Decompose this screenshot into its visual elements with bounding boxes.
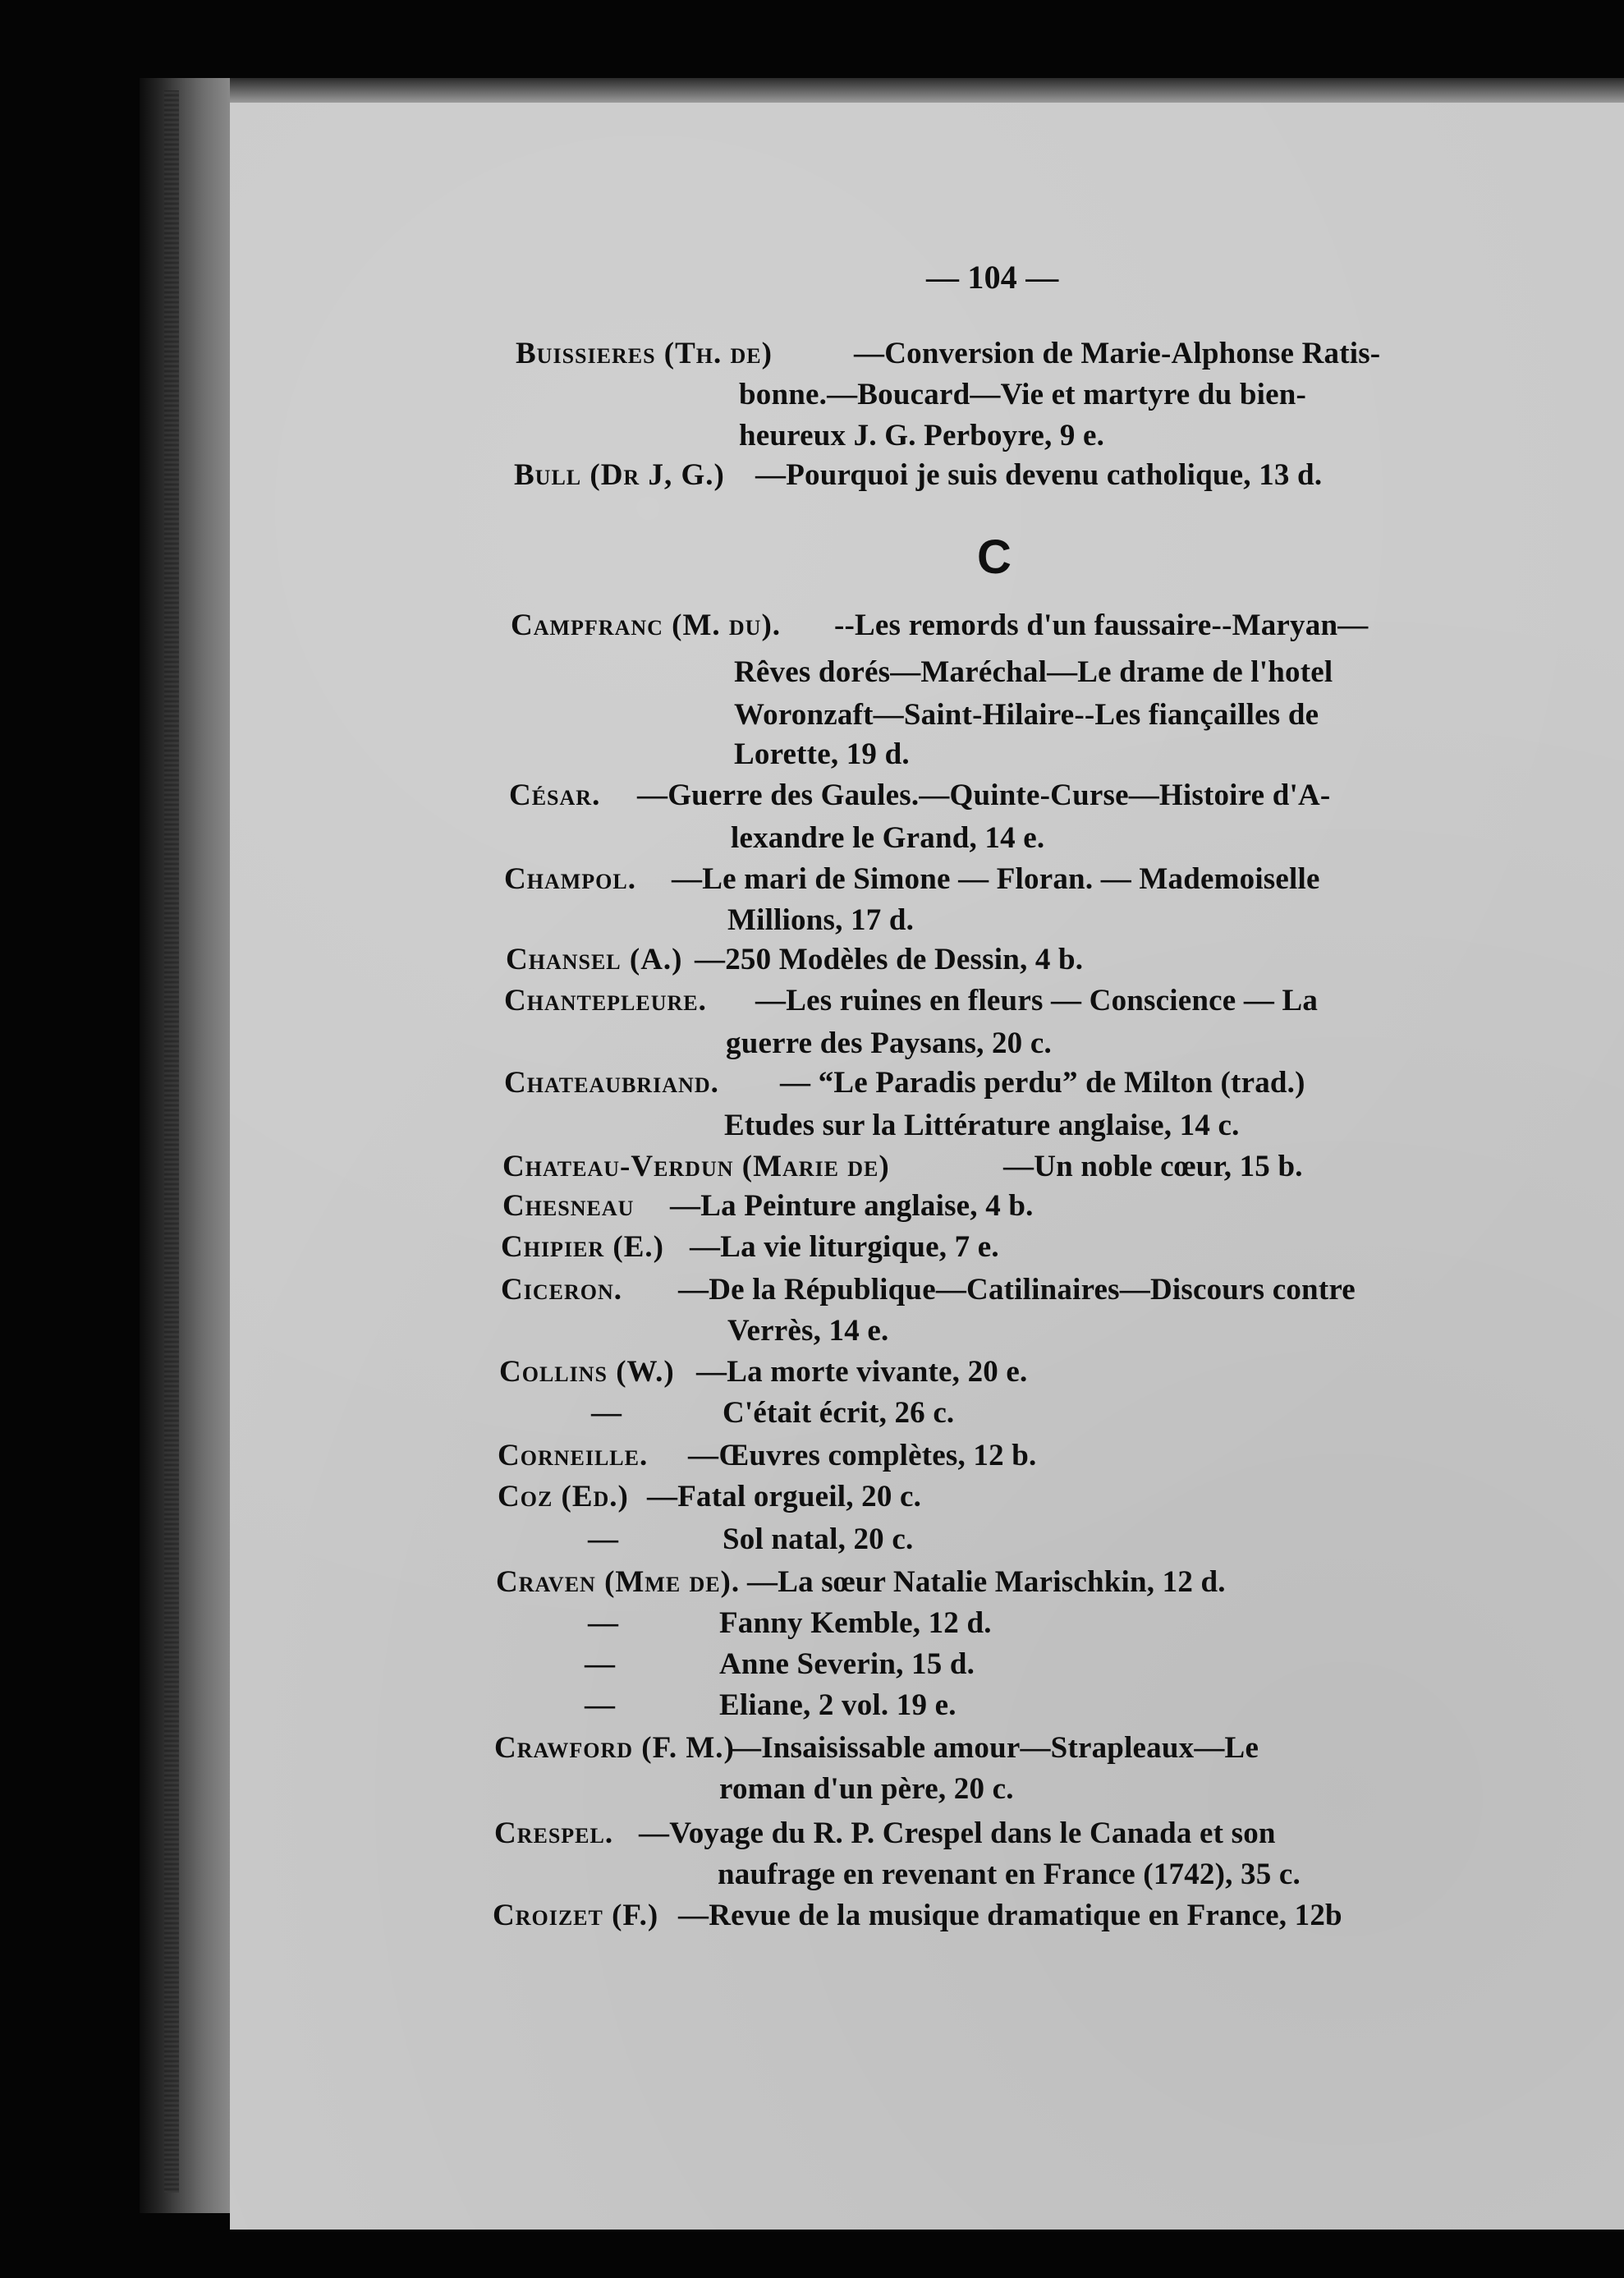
entry-line: Sol natal, 20 c.: [723, 1522, 914, 1556]
entry-line: Lorette, 19 d.: [734, 737, 910, 771]
entry-line: —Revue de la musique dramatique en France, 12b: [678, 1899, 1342, 1932]
page-stack-edge: [164, 90, 179, 2193]
ditto-dash: —: [585, 1647, 616, 1681]
entry-line: —La Peinture anglaise, 4 b.: [670, 1189, 1034, 1223]
entry-line: Verrès, 14 e.: [727, 1314, 889, 1348]
page-number: — 104 —: [926, 259, 1059, 296]
entry-line: —Le mari de Simone — Floran. — Mademoiselle: [672, 862, 1320, 896]
entry-line: --Les remords d'un faussaire--Maryan—: [834, 609, 1369, 642]
entry-author: Croizet (F.): [493, 1899, 659, 1932]
entry-author: Chipier (E.): [501, 1230, 665, 1264]
ditto-dash: —: [591, 1396, 622, 1430]
entry-author: Bull (Dr J, G.): [514, 458, 725, 492]
entry-line: —Pourquoi je suis devenu catholique, 13 d.: [755, 458, 1323, 492]
entry-line: — “Le Paradis perdu” de Milton (trad.): [780, 1066, 1305, 1100]
entry-line: —Guerre des Gaules.—Quinte-Curse—Histoire d'A-: [637, 778, 1331, 812]
entry-author: Crespel.: [494, 1816, 614, 1850]
entry-line: heureux J. G. Perboyre, 9 e.: [739, 419, 1105, 452]
entry-line: C'était écrit, 26 c.: [723, 1396, 955, 1430]
section-letter: C: [977, 530, 1012, 584]
entry-line: Etudes sur la Littérature anglaise, 14 c.: [724, 1109, 1240, 1142]
ditto-dash: —: [588, 1606, 619, 1640]
entry-line: Millions, 17 d.: [727, 903, 915, 937]
entry-line: Rêves dorés—Maréchal—Le drame de l'hotel: [734, 655, 1333, 689]
entry-line: —Fatal orgueil, 20 c.: [647, 1480, 922, 1513]
ditto-dash: —: [588, 1522, 619, 1556]
entry-author: Chantepleure.: [504, 984, 707, 1017]
entry-author: Chateau-Verdun (Marie de): [502, 1150, 890, 1183]
entry-line: —La sœur Natalie Marischkin, 12 d.: [747, 1565, 1226, 1599]
entry-line: guerre des Paysans, 20 c.: [726, 1026, 1052, 1060]
entry-line: naufrage en revenant en France (1742), 35 c.: [718, 1858, 1301, 1891]
entry-author: Craven (Mme de).: [496, 1565, 741, 1599]
entry-author: Coz (Ed.): [498, 1480, 629, 1513]
entry-author: César.: [509, 778, 601, 812]
entry-line: —Conversion de Marie-Alphonse Ratis-: [854, 337, 1381, 370]
entry-author: Collins (W.): [499, 1355, 675, 1389]
entry-line: —250 Modèles de Dessin, 4 b.: [695, 943, 1084, 976]
entry-line: lexandre le Grand, 14 e.: [731, 821, 1045, 855]
entry-line: —De la République—Catilinaires—Discours contre: [678, 1273, 1356, 1307]
entry-line: Fanny Kemble, 12 d.: [719, 1606, 992, 1640]
ditto-dash: —: [585, 1688, 616, 1722]
entry-line: Eliane, 2 vol. 19 e.: [719, 1688, 957, 1722]
entry-line: —Les ruines en fleurs — Conscience — La: [755, 984, 1319, 1017]
entry-line: —La vie liturgique, 7 e.: [690, 1230, 999, 1264]
entry-author: Campfranc (M. du).: [511, 609, 782, 642]
entry-author: Chateaubriand.: [504, 1066, 719, 1100]
entry-author: Corneille.: [498, 1439, 649, 1472]
entry-author: Buissieres (Th. de): [516, 337, 773, 370]
entry-line: bonne.—Boucard—Vie et martyre du bien-: [739, 378, 1307, 411]
entry-line: —La morte vivante, 20 e.: [696, 1355, 1028, 1389]
entry-line: —Œuvres complètes, 12 b.: [688, 1439, 1037, 1472]
book-binding-edge: [140, 78, 230, 2213]
entry-author: Ciceron.: [501, 1273, 622, 1307]
page-top-shadow: [230, 78, 1624, 103]
entry-line: —Voyage du R. P. Crespel dans le Canada et son: [639, 1816, 1276, 1850]
entry-author: Chansel (A.): [506, 943, 683, 976]
entry-line: Woronzaft—Saint-Hilaire--Les fiançailles de: [734, 698, 1319, 732]
entry-line: —Insaisissable amour—Strapleaux—Le: [731, 1731, 1259, 1765]
entry-author: Crawford (F. M.): [494, 1731, 735, 1765]
entry-line: roman d'un père, 20 c.: [719, 1772, 1014, 1806]
entry-author: Chesneau: [502, 1189, 635, 1223]
entry-line: Anne Severin, 15 d.: [719, 1647, 975, 1681]
entry-line: —Un noble cœur, 15 b.: [1003, 1150, 1303, 1183]
entry-author: Champol.: [504, 862, 636, 896]
